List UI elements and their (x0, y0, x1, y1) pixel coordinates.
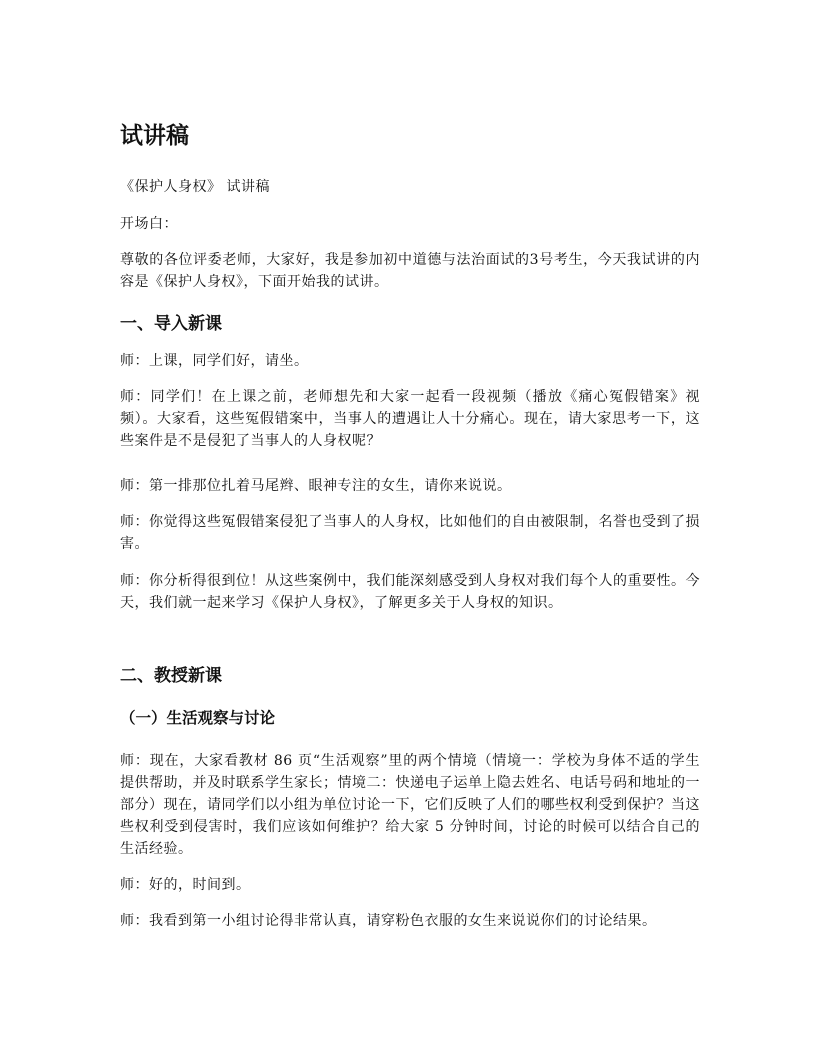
section-heading-intro: 一、导入新课 (120, 314, 222, 334)
section-heading-teaching: 二、教授新课 (120, 666, 222, 686)
intro-paragraph-2: 师：同学们！在上课之前，老师想先和大家一起看一段视频（播放《痛心冤假错案》视频）。大家看，这些冤假错案中，当事人的遭遇让人十分痛心。现在，请大家思考一下，这些案件是不是侵犯了当事人的人身权呢？ (120, 389, 700, 449)
teaching-paragraph-2: 师：好的，时间到。 (120, 877, 251, 893)
opening-paragraph: 尊敬的各位评委老师，大家好，我是参加初中道德与法治面试的3号考生，今天我试讲的内容是《保护人身权》，下面开始我的试讲。 (120, 252, 700, 290)
teaching-paragraph-1: 师：现在，大家看教材 86 页“生活观察”里的两个情境（情境一：学校为身体不适的学生提供帮助，并及时联系学生家长；情境二：快递电子运单上隐去姓名、电话号码和地址的一部分）现在，请同学们以小组为单位讨论一下，它们反映了人们的哪些权利受到保护？当这些权利受到侵害时，我们应该如何维护？给大家 5 分钟时间，讨论的时候可以结合自己的生活经验。 (120, 753, 700, 857)
intro-paragraph-4: 师：你觉得这些冤假错案侵犯了当事人的人身权，比如他们的自由被限制，名誉也受到了损害。 (120, 514, 700, 552)
document-subtitle: 《保护人身权》 试讲稿 (120, 179, 270, 195)
document-title: 试讲稿 (120, 122, 189, 149)
teaching-paragraph-3: 师：我看到第一小组讨论得非常认真，请穿粉色衣服的女生来说说你们的讨论结果。 (120, 913, 657, 929)
opening-label: 开场白： (120, 216, 178, 232)
intro-paragraph-3: 师：第一排那位扎着马尾辫、眼神专注的女生，请你来说说。 (120, 478, 512, 494)
intro-paragraph-1: 师：上课，同学们好，请坐。 (120, 353, 309, 369)
intro-paragraph-5: 师：你分析得很到位！从这些案例中，我们能深刻感受到人身权对我们每个人的重要性。今天，我们就一起来学习《保护人身权》，了解更多关于人身权的知识。 (120, 573, 700, 611)
subsection-heading-observation: （一）生活观察与讨论 (120, 708, 276, 727)
